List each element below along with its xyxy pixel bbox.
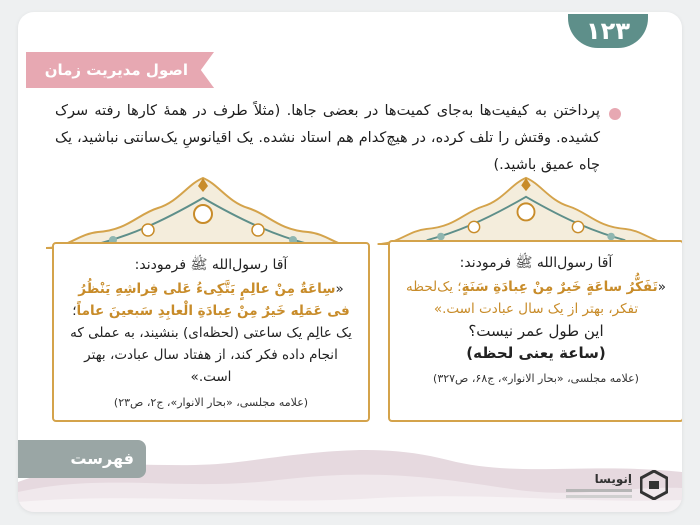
hadith-text-left [68,278,354,388]
hadith-speaker-right: آقا رسول‌الله ﷺ فرمودند: [459,255,613,271]
quote-open-right: « [657,279,666,295]
page-number: ۱۲۳ [568,14,648,48]
logo-tagline-bar-2 [566,495,632,498]
intro-paragraph: پرداختن به کیفیت‌ها به‌جای کمیت‌ها در بعضی جاها. (مثلاً طرف در همهٔ کارها رفته سرک کشیده. وقتش را تلف کرده، در هیچ‌کدام هم استاد نشده. یک اقیانوسِ یک‌سانتی نباشید، یک چاه عمیق باشید.) [55,103,600,173]
quote-close-left: » [190,369,199,385]
section-title: اصول مدیریت زمان [44,61,188,79]
brand-logo-icon [640,470,668,500]
hadith-text-right [404,276,668,320]
hadith-translation-right: ؛ یک‌لحظه تفکر، بهتر از یک سال عبادت است.» [406,279,639,317]
hadith-speaker-left: آقا رسول‌الله ﷺ فرمودند: [134,257,288,273]
hadith-box-left [52,242,370,422]
logo-name: اِنویسا [594,472,632,486]
hadith-arabic-left: سِاعَةٌ مِنْ عالِمٍ یَتَّکِیءُ عَلی فِراشِهِ یَنْظُرُ فی عَمَلِه خَیرٌ مِنْ عِبادَةِ الْعابِدِ سَبعینَ عاماً [76,281,350,319]
ornament-crown-right-icon [370,172,682,248]
toc-button[interactable]: فهرست [70,449,134,468]
hadith-source-left: (علامه مجلسی، «بحار الانوار»، ج۲، ص۲۳) [113,396,309,409]
hadith-translation-left: ؛ یک عالِم یک ساعتی (لحظه‌ای) بنشیند، به عملی که انجام داده فکر کند، از هفتاد سال عبادت، بهتر است. [70,303,352,385]
page-card [18,12,682,512]
hadith-answer: (ساعة یعنی لحظه) [466,344,606,362]
hadith-arabic-right: تَفَکُّرُ ساعَةٍ خَیرٌ مِنْ عِبادَةِ سَنَةٍ [461,279,658,295]
bullet-icon [609,108,621,120]
hadith-source-right: (علامه مجلسی، «بحار الانوار»، ج۶۸، ص۳۲۷) [433,372,639,385]
hadith-question: این طول عمر نیست؟ [468,322,604,340]
logo-tagline-bar [566,489,632,492]
quote-open-left: « [335,281,344,297]
publisher-logo [566,470,670,504]
hadith-box-right [388,240,682,422]
ornament-crown-left-icon [38,174,368,250]
